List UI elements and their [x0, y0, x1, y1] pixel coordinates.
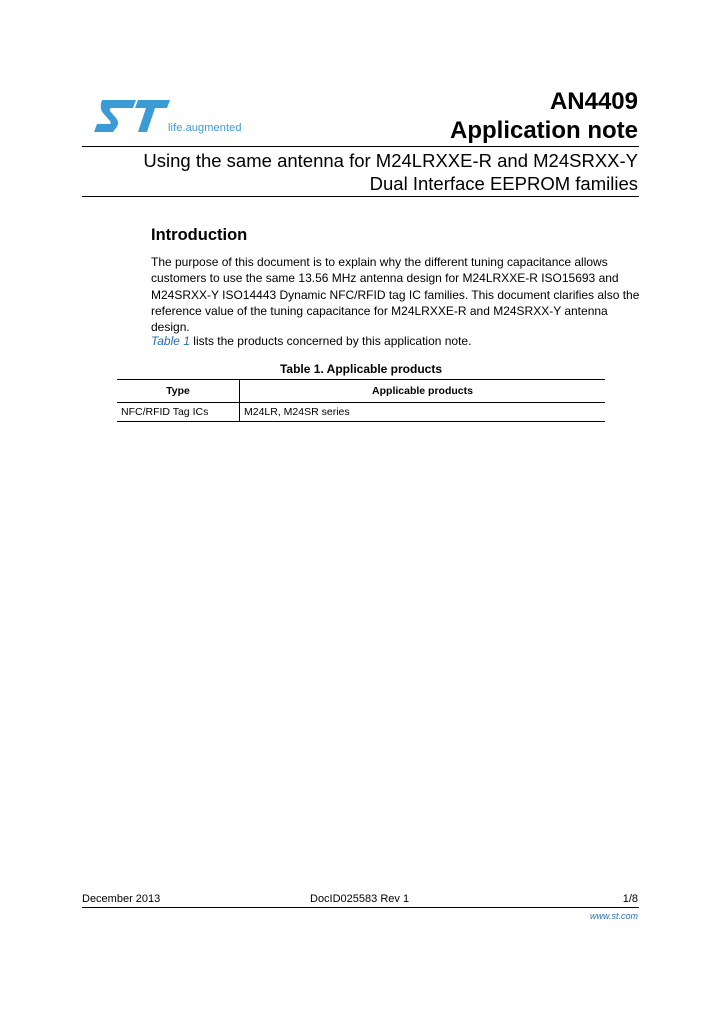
document-type: Application note	[450, 117, 638, 144]
footer-date: December 2013	[82, 893, 161, 905]
footer-divider	[82, 907, 639, 908]
applicable-products-table	[117, 379, 605, 422]
table-1-link[interactable]: Table 1	[151, 334, 190, 348]
table-caption: Table 1. Applicable products	[279, 362, 443, 376]
header-divider	[82, 146, 639, 147]
subtitle-line-2: Dual Interface EEPROM families	[369, 173, 638, 194]
cell-type: NFC/RFID Tag ICs	[117, 403, 240, 422]
footer-page-number: 1/8	[622, 893, 638, 905]
footer-website-link[interactable]: www.st.com	[589, 911, 638, 921]
column-header-applicable-products: Applicable products	[240, 380, 606, 403]
table-reference-text: lists the products concerned by this application note.	[189, 334, 472, 348]
table-header-row	[117, 380, 605, 403]
subtitle-divider	[82, 196, 639, 197]
section-heading-introduction: Introduction	[151, 226, 248, 244]
table-row	[117, 403, 605, 422]
logo-tagline: life.augmented	[168, 122, 242, 134]
document-subtitle	[78, 149, 638, 195]
column-header-type: Type	[117, 380, 240, 403]
footer-doc-id: DocID025583 Rev 1	[310, 893, 410, 905]
cell-applicable-products: M24LR, M24SR series	[240, 403, 606, 422]
table-reference-paragraph	[151, 333, 641, 349]
subtitle-line-1: Using the same antenna for M24LRXXE-R and M24SRXX-Y	[143, 150, 638, 171]
st-logo-icon	[92, 98, 174, 134]
intro-paragraph: The purpose of this document is to explain why the different tuning capacitance allows customers to use the same 13.56 MHz antenna design for M24LRXXE-R ISO15693 and M24SRXX-Y ISO14443 Dynamic NFC/RFID tag IC families. This document clarifies also the reference value of the tuning capacitance for M24LRXXE-R and M24SRXX-Y antenna design.	[151, 255, 640, 335]
document-number: AN4409	[549, 88, 638, 115]
